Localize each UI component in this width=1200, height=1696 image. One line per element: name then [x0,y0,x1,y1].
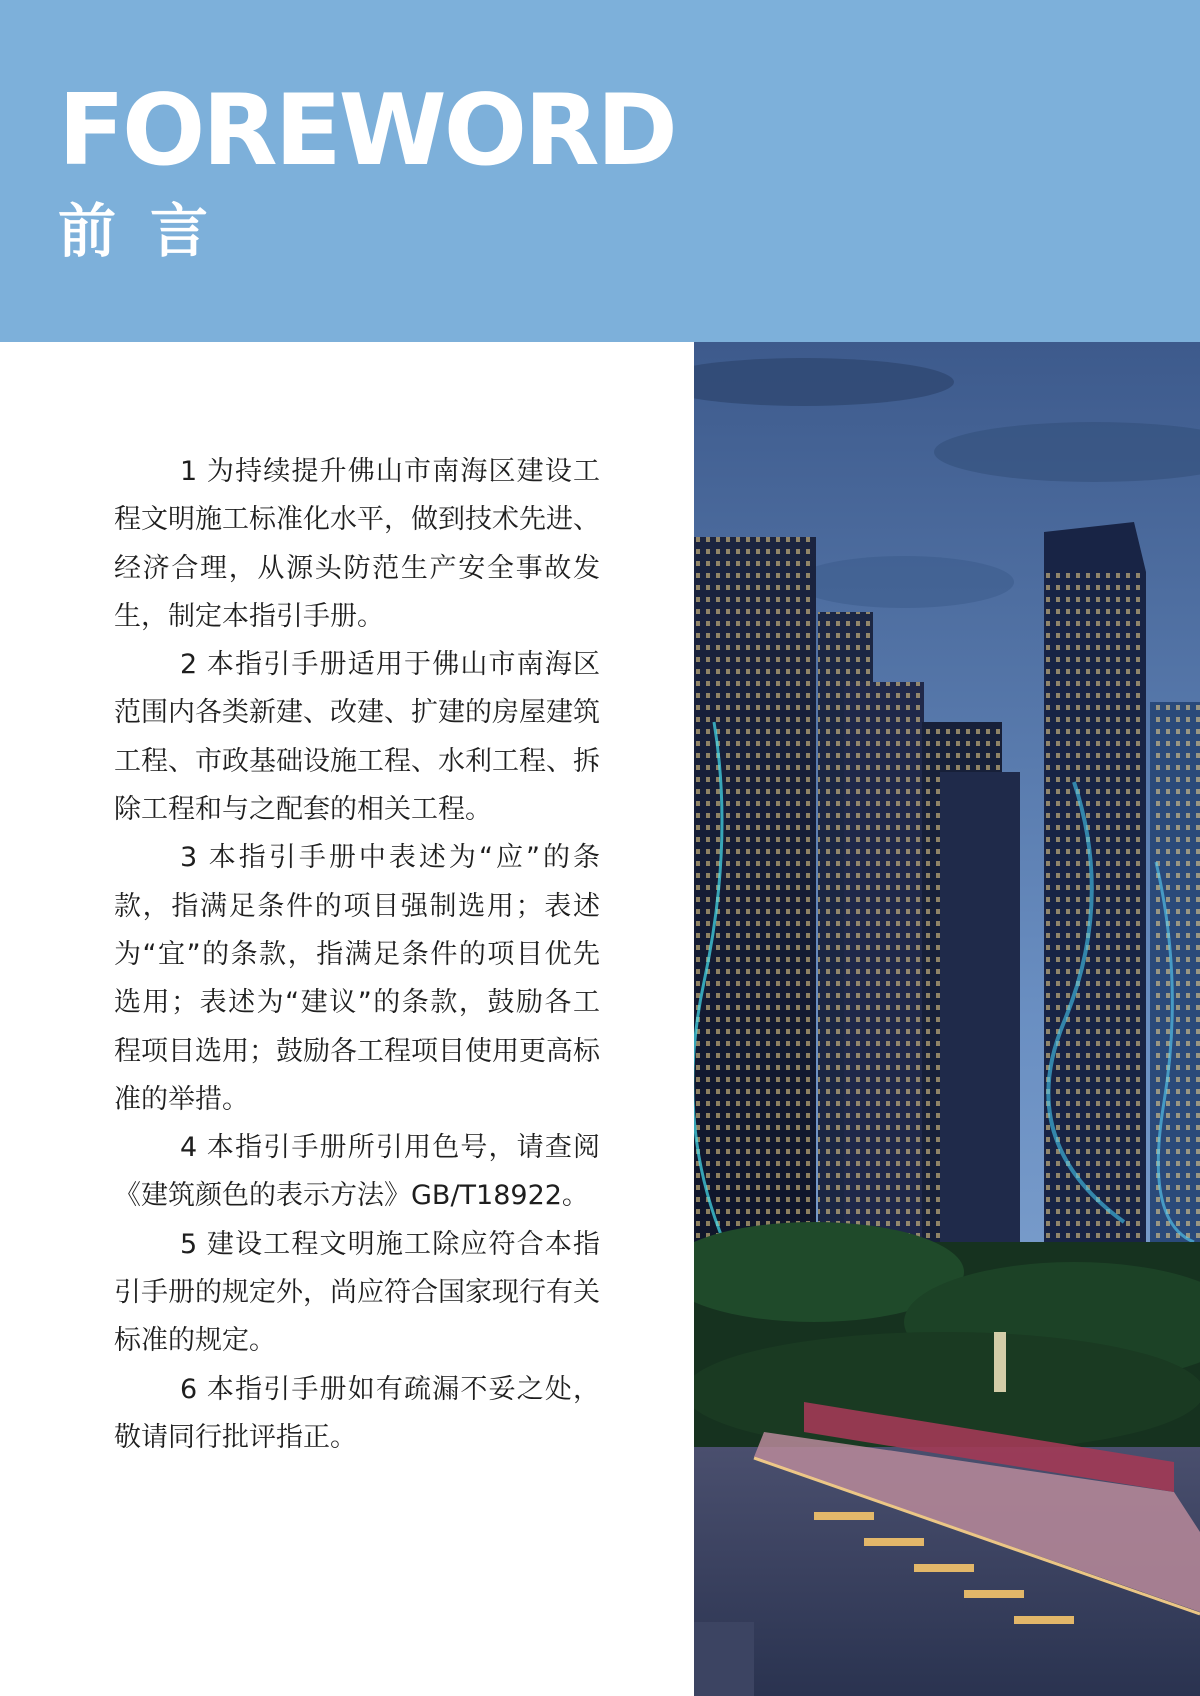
paragraph-4: 4 本指引手册所引用色号，请查阅《建筑颜色的表示方法》GB/T18922。 [114,1132,600,1212]
paragraph-3: 3 本指引手册中表述为“应”的条款，指满足条件的项目强制选用；表述为“宜”的条款，指满足条件的项目优先选用；表述为“建议”的条款，鼓励各工程项目选用；鼓励各工程项目使用更高标准的举措。 [114,842,600,1115]
paragraph-1: 1 为持续提升佛山市南海区建设工程文明施工标准化水平，做到技术先进、经济合理，从源头防范生产安全事故发生，制定本指引手册。 [114,456,600,632]
foreword-body [114,448,600,1462]
title-english: FOREWORD [58,74,675,188]
paragraph-2: 2 本指引手册适用于佛山市南海区范围内各类新建、改建、扩建的房屋建筑工程、市政基础设施工程、水利工程、拆除工程和与之配套的相关工程。 [114,649,600,826]
title-chinese: 前言 [58,197,243,265]
header-banner [0,0,1200,342]
paragraph-5: 5 建设工程文明施工除应符合本指引手册的规定外，尚应符合国家现行有关标准的规定。 [114,1228,600,1357]
city-skyline-illustration [694,342,1200,1696]
city-night-photo [694,342,1200,1696]
paragraph-6: 6 本指引手册如有疏漏不妥之处，敬请同行批评指正。 [114,1373,600,1453]
